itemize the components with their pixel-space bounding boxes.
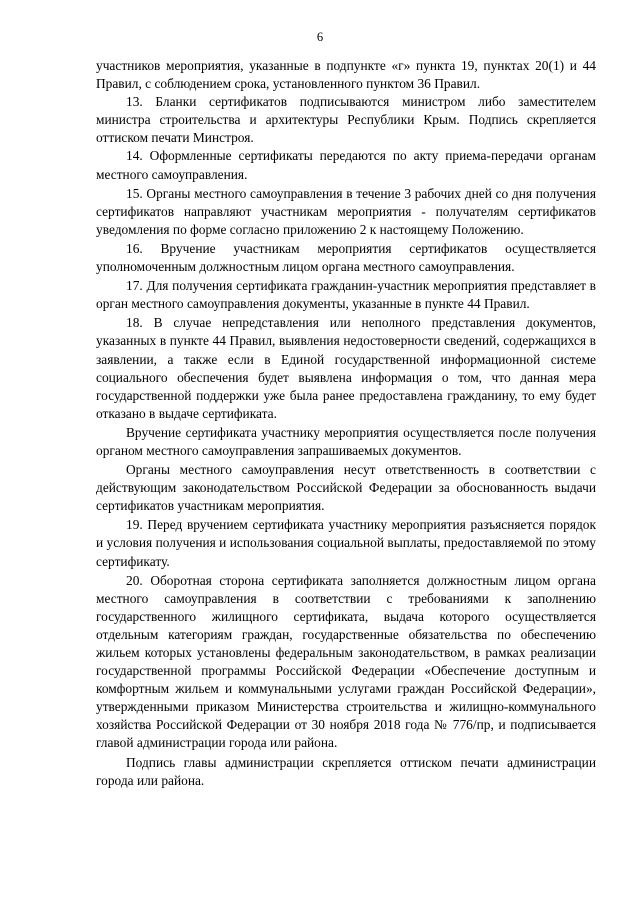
page-number: 6 xyxy=(316,30,324,44)
paragraph-14: 14. Оформленные сертификаты передаются по акту приема-передачи органам местного самоуправления. xyxy=(96,148,596,182)
paragraph-19: 19. Перед вручением сертификата участнику мероприятия разъясняется порядок и условия получения и использования социальной выплаты, предоставляемой по этому сертификату. xyxy=(96,517,596,569)
paragraph-18: 18. В случае непредставления или неполного представления документов, указанных в пункте 44 Правил, выявления недостоверности сведений, содержащихся в заявлении, а также если в Единой государственной информационной системе социального обеспечения будет выявлена информация о том, что данная мера государственной поддержки уже была ранее предоставлена гражданину, то ему будет отказано в выдаче сертификата. xyxy=(96,315,596,421)
paragraph-18-responsibility: Органы местного самоуправления несут ответственность в соответствии с действующим законодательством Российской Федерации за обоснованность выдачи сертификатов участникам мероприятия. xyxy=(96,462,596,514)
paragraph-16: 16. Вручение участникам мероприятия сертификатов осуществляется уполномоченным должностным лицом органа местного самоуправления. xyxy=(96,240,596,275)
document-body xyxy=(96,57,596,790)
paragraph-18-delivery: Вручение сертификата участнику мероприятия осуществляется после получения органом местного самоуправления запрашиваемых документов. xyxy=(96,424,596,458)
paragraph-continuation: участников мероприятия, указанные в подпункте «г» пункта 19, пунктах 20(1) и 44 Правил, с соблюдением срока, установленного пунктом 36 Правил. xyxy=(96,58,596,92)
paragraph-20-signature: Подпись главы администрации скрепляется оттиском печати администрации города или района. xyxy=(96,754,596,788)
paragraph-20: 20. Оборотная сторона сертификата заполняется должностным лицом органа местного самоуправления в соответствии с требованиями к заполнению государственного жилищного сертификата, выдача которого осуществляется отдельным категориям граждан, государственные обязательства по обеспечению жильем которых установлены федеральным законодательством, в рамках реализации государственной программы Российской Федерации «Обеспечение доступным и комфортным жильем и коммунальными услугами граждан Российской Федерации», утвержденными приказом Министерства строительства и жилищно-коммунального хозяйства Российской Федерации от 30 ноября 2018 года № 776/пр, и подписывается главой администрации города или района. xyxy=(96,572,596,751)
paragraph-13: 13. Бланки сертификатов подписываются министром либо заместителем министра строительства и архитектуры Республики Крым. Подпись скрепляется оттиском печати Минстроя. xyxy=(96,94,596,146)
paragraph-17: 17. Для получения сертификата гражданин-участник мероприятия представляет в орган местного самоуправления документы, указанные в пункте 44 Правил. xyxy=(96,278,596,312)
paragraph-15: 15. Органы местного самоуправления в течение 3 рабочих дней со дня получения сертификатов направляют участникам мероприятия - получателям сертификатов уведомления по форме согласно приложению 2 к настоящему Положению. xyxy=(96,185,596,237)
